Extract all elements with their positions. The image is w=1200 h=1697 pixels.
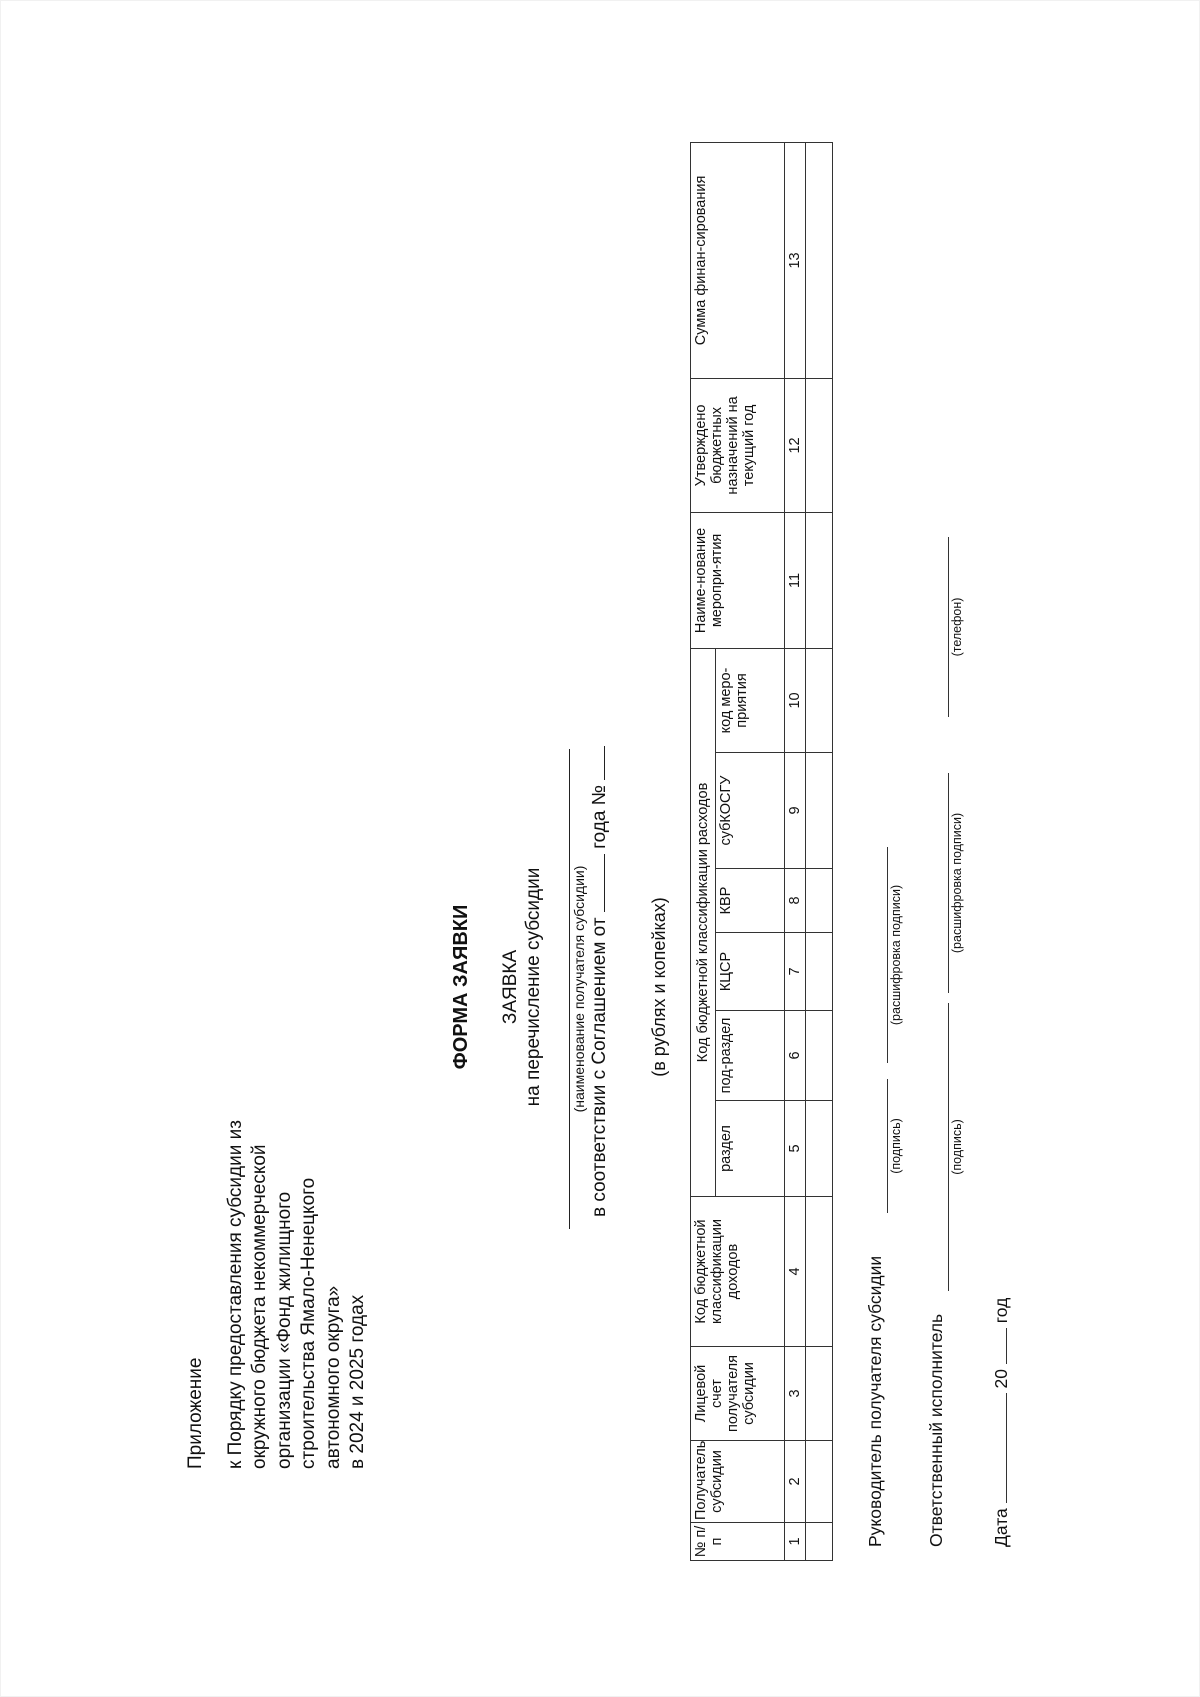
table-cell [806,1441,833,1523]
recipient-name-caption: (наименование получателя субсидии) [571,865,587,1113]
request-subtitle: на перечисление субсидии [523,867,544,1107]
col-header-amount: Сумма финан-сирования [691,142,785,378]
col-header-event-code: код меро-приятия [716,648,785,752]
year-blank [990,1328,1007,1364]
column-number: 1 [785,1523,806,1561]
form-title: ФОРМА ЗАЯВКИ [450,904,472,1070]
executor-decoding-line [948,773,949,993]
column-number: 8 [785,869,806,933]
appendix-block [184,949,371,1469]
col-header-section: раздел [716,1101,785,1197]
table-cell [806,869,833,933]
agreement-mid: года № [589,784,610,849]
request-title: ЗАЯВКА [500,949,521,1025]
table-cell [806,753,833,869]
appendix-line: окружного бюджета некоммерческой [249,1144,270,1469]
column-number: 7 [785,933,806,1011]
table-cell [806,142,833,378]
executor-signature-line [948,1003,949,1291]
column-number: 10 [785,648,806,752]
table-cell [806,1101,833,1197]
table-cell [806,378,833,512]
col-header-subkosgu: субКОСГУ [716,753,785,869]
appendix-line: автономного округа» [322,1285,344,1469]
subsidy-table [690,142,833,1561]
column-number: 4 [785,1197,806,1347]
head-signature-label: Руководитель получателя субсидии [865,1255,885,1547]
head-signature-caption: (подпись) [889,1118,903,1174]
col-header-kcsr: КЦСР [716,933,785,1011]
date-line [990,1298,1012,1547]
column-number: 9 [785,753,806,869]
column-number: 3 [785,1347,806,1441]
table-cell [806,1011,833,1101]
table-cell [806,933,833,1011]
table-cell [806,648,833,752]
executor-phone-line [948,537,949,717]
rotated-page [2,0,1198,1697]
appendix-line: в 2024 и 2025 годах [347,1294,368,1469]
table-cell [806,1347,833,1441]
column-number: 5 [785,1101,806,1197]
table-row [806,142,833,1560]
col-header-income-code: Код бюджетной классификации доходов [691,1197,785,1347]
head-decoding-caption: (расшифровка подписи) [889,884,903,1026]
agreement-date-blank [586,854,605,912]
date-label: Дата [991,1508,1011,1547]
column-number: 2 [785,1441,806,1523]
appendix-line: строительства Ямало-Ненецкого [298,1177,319,1469]
column-number: 6 [785,1011,806,1101]
head-signature-line [887,1079,888,1213]
appendix-line: организации «Фонд жилищного [273,1191,295,1469]
date-century: 20 [991,1369,1011,1389]
table-cell [806,1523,833,1561]
appendix-line: к Порядку предоставления субсидии из [224,1120,246,1469]
column-number: 11 [785,512,806,648]
col-header-kvr: КВР [716,869,785,933]
col-header-event-name: Наиме-нование меропри-ятия [691,512,785,648]
col-header-subsection: под-раздел [716,1011,785,1101]
col-header-approved: Утверждено бюджетных назначений на текущий год [691,378,785,512]
appendix-heading: Приложение [185,1357,206,1469]
col-header-num: № п/п [691,1523,785,1561]
request-heading [499,727,545,1247]
agreement-prefix: в соответствии с Соглашением от [589,917,610,1217]
head-decoding-line [887,847,888,1063]
col-group-expense-code: Код бюджетной классификации расходов [691,648,716,1196]
date-blank [990,1393,1007,1503]
col-header-account: Лицевой счет получателя субсидии [691,1347,785,1441]
col-header-recipient: Получатель субсидии [691,1441,785,1523]
column-number: 12 [785,378,806,512]
executor-phone-caption: (телефон) [950,597,964,657]
column-number: 13 [785,142,806,378]
executor-signature-caption: (подпись) [950,1119,964,1175]
agreement-number-blank [586,746,605,780]
table-cell [806,512,833,648]
column-number-row [785,142,806,1560]
executor-decoding-caption: (расшифровка подписи) [950,812,964,954]
recipient-name-line [569,749,570,1229]
executor-signature-label: Ответственный исполнитель [926,1313,946,1547]
date-suffix: год [991,1297,1011,1324]
table-cell [806,1197,833,1347]
agreement-line [586,517,611,1217]
header-row-top [691,142,716,1560]
currency-note: (в рублях и копейках) [649,897,669,1077]
